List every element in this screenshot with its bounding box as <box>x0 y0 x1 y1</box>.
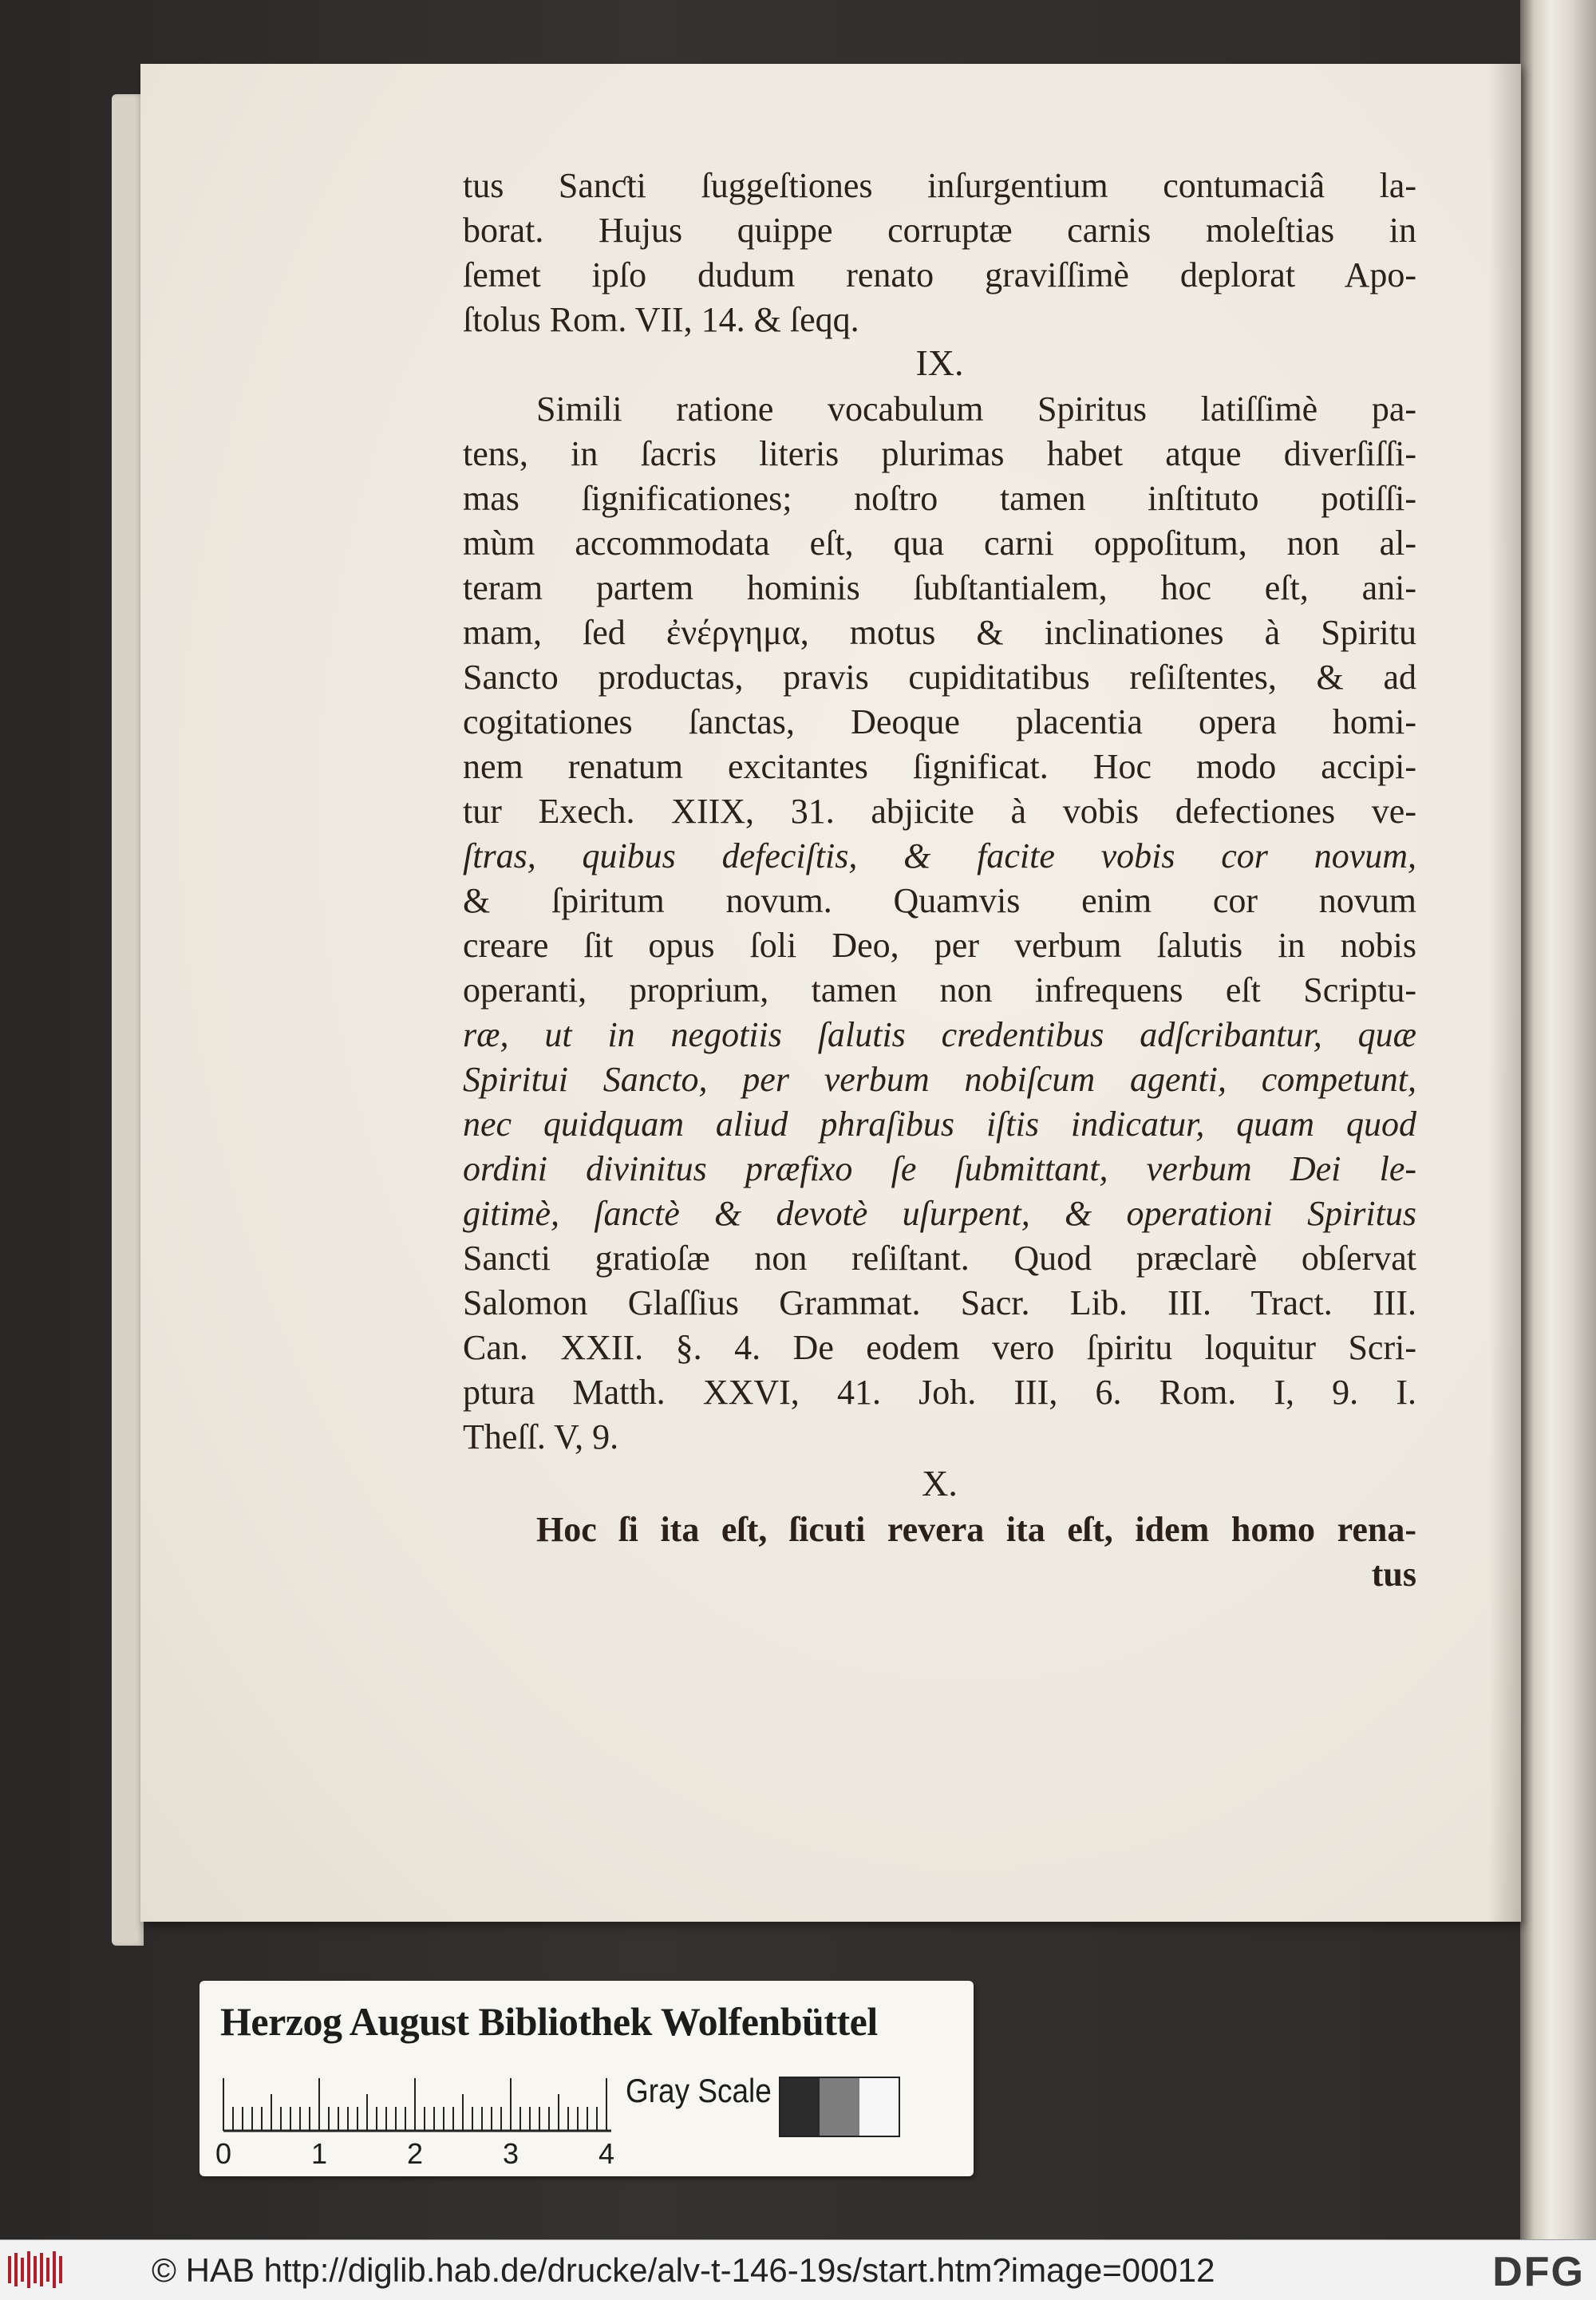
text-line: nem renatum excitantes ſignificat. Hoc modo accipi- <box>463 747 1416 786</box>
next-page-edge <box>1520 0 1596 2239</box>
text-line: Simili ratione vocabulum Spiritus latiſſimè pa- <box>536 389 1416 429</box>
page-gutter-shadow <box>1489 64 1521 1922</box>
text-line: Spiritui Sancto, per verbum nobiſcum agenti, competunt, <box>463 1060 1416 1099</box>
text-line: creare ſit opus ſoli Deo, per verbum ſalutis in nobis <box>463 926 1416 965</box>
text-line: Theſſ. V, 9. <box>463 1417 619 1456</box>
page-underlay <box>112 94 144 1946</box>
gray-swatch-dark <box>780 2078 820 2136</box>
gray-scale-label: Gray Scale <box>626 2072 772 2109</box>
ruler-number: 1 <box>311 2137 328 2170</box>
ruler-number: 4 <box>598 2137 615 2170</box>
text-line: tur Exech. XIIX, 31. abjicite à vobis defectiones ve- <box>463 792 1416 831</box>
text-line: ſtras, quibus defeciſtis, & facite vobis cor novum, <box>463 836 1416 875</box>
text-line: ptura Matth. XXVI, 41. Joh. III, 6. Rom. I, 9. I. <box>463 1373 1416 1412</box>
text-line: Sancti gratioſæ non reſiſtant. Quod præclarè obſervat <box>463 1239 1416 1278</box>
text-line: borat. Hujus quippe corruptæ carnis moleſtias in <box>463 211 1416 250</box>
text-line: Can. XXII. §. 4. De eodem vero ſpiritu loquitur Scri- <box>463 1328 1416 1367</box>
ruler-number: 0 <box>215 2137 232 2170</box>
text-line: tens, in ſacris literis plurimas habet atque diverſiſſi- <box>463 434 1416 473</box>
gray-swatch-light <box>859 2078 899 2136</box>
text-line: ſtolus Rom. VII, 14. & ſeqq. <box>463 300 859 339</box>
text-line: cogitationes ſanctas, Deoque placentia opera homi- <box>463 702 1416 741</box>
text-line: ordini divinitus præfixo ſe ſubmittant, verbum Dei le- <box>463 1149 1416 1188</box>
text-line: mam, ſed ἐνέργημα, motus & inclinationes à Spiritu <box>463 613 1416 652</box>
text-line: tus Sanƈti ſuggeſtiones inſurgentium contumaciâ la- <box>463 166 1416 205</box>
text-line: ræ, ut in negotiis ſalutis credentibus adſcribantur, quæ <box>463 1015 1416 1054</box>
text-line: ſemet ipſo dudum renato graviſſimè deplorat Apo- <box>463 255 1416 294</box>
text-line: nec quidquam aliud phraſibus iſtis indicatur, quam quod <box>463 1105 1416 1144</box>
text-line: gitimè, ſanctè & devotè uſurpent, & operationi Spiritus <box>463 1194 1416 1233</box>
text-line: Hoc ſi ita eſt, ſicuti revera ita eſt, idem homo rena- <box>536 1510 1416 1549</box>
text-line: Salomon Glaſſius Grammat. Sacr. Lib. III. Tract. III. <box>463 1283 1416 1322</box>
hab-logo-icon <box>6 2250 65 2290</box>
gray-scale-swatch <box>779 2077 900 2137</box>
text-line: & ſpiritum novum. Quamvis enim cor novum <box>463 881 1416 920</box>
text-line: operanti, proprium, tamen non infrequens eſt Scriptu- <box>463 970 1416 1010</box>
library-name: Herzog August Bibliothek Wolfenbüttel <box>220 1999 878 2044</box>
text-line: mùm accommodata eſt, qua carni oppoſitum, non al- <box>463 524 1416 563</box>
gray-swatch-mid <box>820 2078 859 2136</box>
text-line: mas ſignificationes; noſtro tamen inſtituto potiſſi- <box>463 479 1416 518</box>
copyright-url: © HAB http://diglib.hab.de/drucke/alv-t-146-19s/start.htm?image=00012 <box>152 2251 1215 2289</box>
footer-bar <box>0 2239 1596 2300</box>
dfg-logo: DFG <box>1492 2249 1585 2295</box>
section-heading: X. <box>922 1463 958 1504</box>
text-line: teram partem hominis ſubſtantialem, hoc eſt, ani- <box>463 568 1416 607</box>
ruler-number: 3 <box>503 2137 519 2170</box>
catchword: tus <box>1371 1555 1416 1594</box>
ruler-number: 2 <box>407 2137 424 2170</box>
section-heading: IX. <box>915 342 964 383</box>
text-line: Sancto productas, pravis cupiditatibus reſiſtentes, & ad <box>463 658 1416 697</box>
